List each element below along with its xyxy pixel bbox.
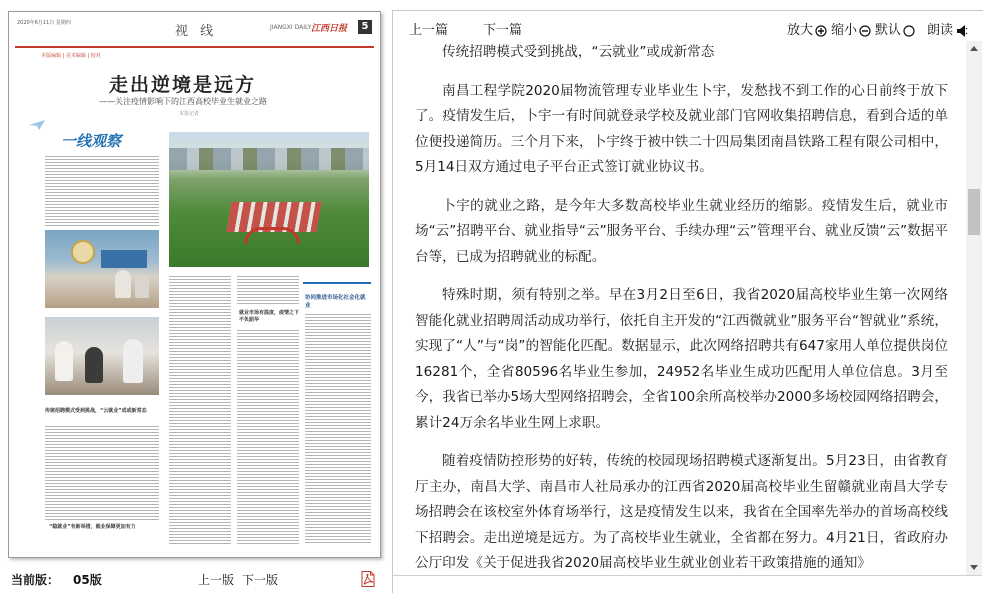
- newspaper-headline[interactable]: 走出逆境是远方: [109, 74, 257, 96]
- photo-person: [115, 270, 131, 298]
- newspaper-subtitle: ——关注疫情影响下的江西高校毕业生就业之路: [99, 97, 267, 106]
- page-navigation: [10, 571, 380, 589]
- zoom-in-label: 放大: [787, 23, 814, 38]
- article-content[interactable]: [393, 41, 965, 575]
- reader-toolbar: [393, 11, 982, 41]
- scroll-down-arrow-icon[interactable]: [966, 559, 982, 575]
- article-column-1[interactable]: [45, 154, 159, 226]
- newspaper-header: [15, 18, 374, 48]
- article-scrollbar[interactable]: [966, 41, 982, 575]
- minus-circle-icon: [859, 25, 871, 37]
- current-page-label: 当前版：: [11, 573, 60, 587]
- prev-page-link[interactable]: 上一版: [198, 573, 235, 587]
- newspaper-date: 2020年6月11日 星期四: [17, 20, 71, 26]
- zoom-in-button[interactable]: [787, 19, 827, 38]
- prev-article-link[interactable]: 上一篇: [409, 23, 449, 38]
- article-reader: [392, 10, 983, 593]
- campus-job-fair-photo[interactable]: [169, 132, 369, 267]
- column-logo-suffix: 观察: [91, 132, 122, 150]
- subheading-note: 就业市场有温度，疫情之下不负韶华: [239, 310, 300, 323]
- plus-circle-icon: [815, 25, 827, 37]
- current-page-value: 05版: [73, 573, 102, 587]
- default-size-button[interactable]: [875, 19, 915, 38]
- registration-desk-photo[interactable]: [45, 317, 159, 395]
- next-article-link[interactable]: 下一篇: [483, 23, 523, 38]
- photo-buildings: [169, 148, 369, 170]
- article-column-3[interactable]: [237, 274, 299, 304]
- speaker-icon: [955, 23, 971, 39]
- read-aloud-label: 朗读: [927, 23, 954, 38]
- pull-quote: 传统招聘模式受到挑战，“云就业”成或新常态: [45, 408, 147, 414]
- scroll-up-arrow-icon[interactable]: [966, 41, 982, 57]
- newspaper-page-thumbnail[interactable]: [8, 11, 381, 558]
- newspaper-page-number: 5: [358, 20, 372, 34]
- circle-icon: [903, 25, 915, 37]
- photo-sign: [101, 250, 147, 268]
- photo-arch: [244, 227, 300, 244]
- zoom-out-label: 缩小: [831, 23, 858, 38]
- newspaper-editors: 本版编辑 | 美术编辑 | 校对: [41, 53, 101, 59]
- paper-plane-icon: [29, 120, 45, 130]
- article-paragraph: 传统招聘模式受到挑战，“云就业”或成新常态: [442, 44, 715, 60]
- zoom-out-button[interactable]: [831, 19, 871, 38]
- newspaper-byline: 本报记者: [179, 111, 200, 117]
- column-logo: [61, 130, 121, 151]
- sidebar-title[interactable]: 协同推进市场化社会化就业: [305, 295, 366, 309]
- article-paragraph: 卜宇的就业之路，是今年大多数高校毕业生就业经历的缩影。疫情发生后，就业市场“云”招聘平台、就业指导“云”服务平台、手续办理“云”管理平台、就业反馈“云”数据平台等，已成为招聘就业的标配。: [415, 197, 948, 265]
- photo-person: [135, 274, 149, 298]
- article-column-5[interactable]: [45, 424, 159, 520]
- newspaper-name: 江西日报: [311, 24, 348, 34]
- article-paragraph: 特殊时期，须有特别之举。早在3月2日至6日，我省2020届高校毕业生第一次网络智能化就业招聘周活动成功举行，依托自主开发的“江西微就业”服务平台“智就业”系统，实现了“人”与“岗”的智能化匹配。数据显示，此次网络招聘共有647家用人单位提供岗位16281个，全省80596名毕业生参加，24952名毕业生成功匹配用人单位信息。3月至今，我省已举办5场大型网络招聘会，全省100余所高校举办2000多场校园网络招聘会，累计24万余名毕业生网上求职。: [415, 287, 948, 431]
- sidebar-column[interactable]: [305, 312, 371, 544]
- photo-person: [85, 347, 103, 383]
- photo-person: [55, 341, 73, 381]
- article-column-4[interactable]: [237, 328, 299, 544]
- article-paragraph: 南昌工程学院2020届物流管理专业毕业生卜宇，发愁找不到工作的心日前终于放下了。疫情发生后，卜宇一有时间就登录学校及就业部门官网收集招聘信息，看到合适的单位便投递简历。三个月下来，卜宇终于被中铁二十四局集团南昌铁路工程有限公司相中，5月14日双方通过电子平台正式签订就业协议书。: [415, 82, 948, 175]
- pull-quote-2: “稳就业”有新举措，就业保障更加有力: [49, 524, 136, 530]
- pdf-download-icon[interactable]: [361, 571, 375, 587]
- newspaper-section: 视 线: [175, 24, 218, 39]
- reader-bottom-bar: [393, 575, 982, 594]
- scroll-thumb[interactable]: [968, 189, 980, 235]
- read-aloud-button[interactable]: [927, 19, 971, 39]
- column-logo-prefix: 一线: [61, 132, 92, 150]
- newspaper-section-en: JIANGXI DAILY: [270, 24, 312, 31]
- article-paragraph: 随着疫情防控形势的好转，传统的校园现场招聘模式逐渐复出。5月23日，由省教育厅主办，南昌大学、南昌市人社局承办的江西省2020届高校毕业生留赣就业南昌大学专场招聘会在该校室外体育场举行，这是疫情发生以来，我省在全国率先举办的首场高校线下招聘会。走出逆境是远方。为了高校毕业生就业，全省都在努力。4月21日，省政府办公厅印发《关于促进我省2020届高校毕业生就业创业若干政策措施的通知》: [415, 453, 948, 571]
- default-size-label: 默认: [875, 23, 902, 38]
- photo-emblem: [71, 240, 95, 264]
- article-column-2[interactable]: [169, 274, 231, 544]
- employment-office-photo[interactable]: [45, 230, 159, 308]
- photo-person: [123, 339, 143, 383]
- next-page-link[interactable]: 下一版: [242, 573, 279, 587]
- article-body: [415, 41, 948, 575]
